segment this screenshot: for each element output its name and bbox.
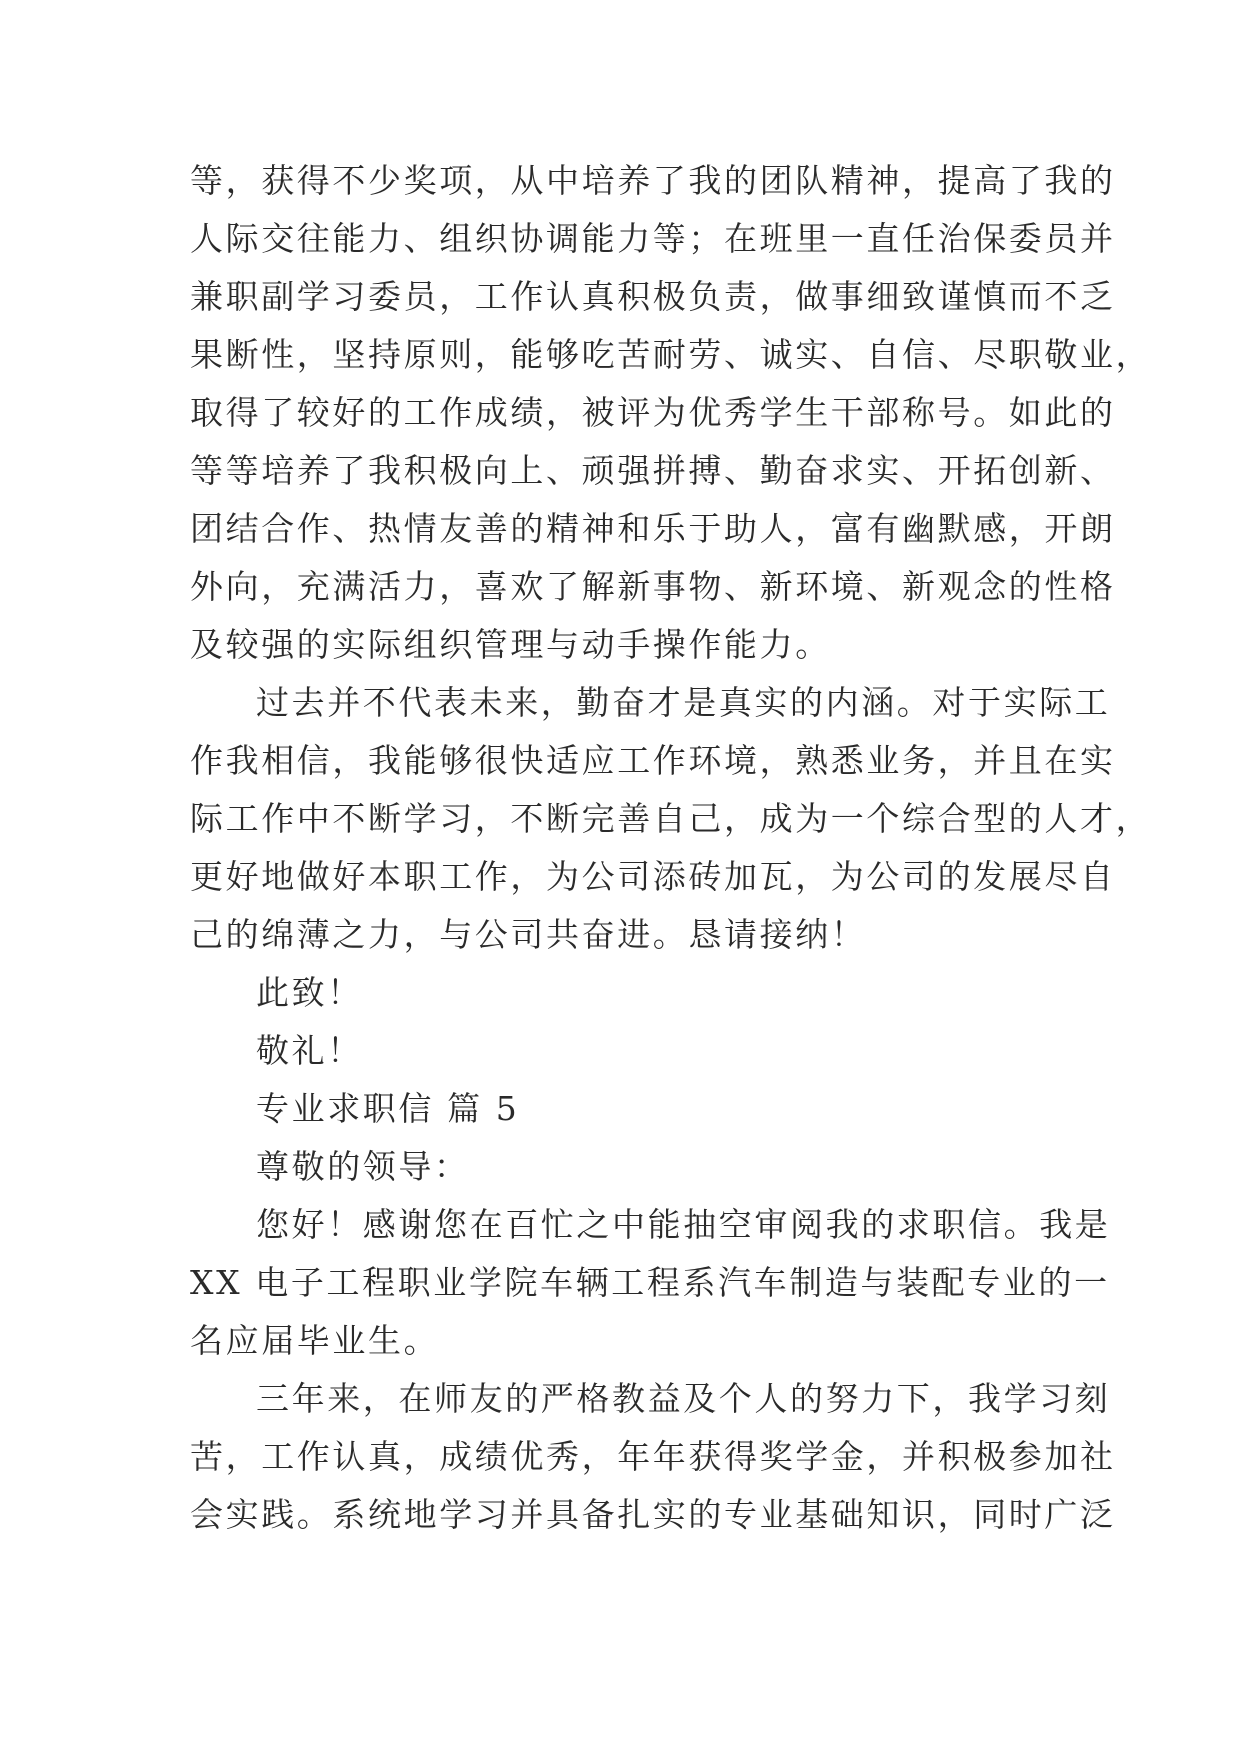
text-line: XX 电子工程职业学院车辆工程系汽车制造与装配专业的一	[190, 1263, 1110, 1302]
text-line: 及较强的实际组织管理与动手操作能力。	[190, 625, 831, 664]
text-line: 苦，工作认真，成绩优秀，年年获得奖学金，并积极参加社	[190, 1437, 1116, 1476]
text-line: 取得了较好的工作成绩，被评为优秀学生干部称号。如此的	[190, 393, 1116, 432]
text-line: 更好地做好本职工作，为公司添砖加瓦，为公司的发展尽自	[190, 857, 1116, 896]
closing-line: 此致！	[256, 973, 363, 1012]
section-heading: 专业求职信 篇 5	[256, 1089, 520, 1128]
text-line: 团结合作、热情友善的精神和乐于助人，富有幽默感，开朗	[190, 509, 1116, 548]
text-line: 等等培养了我积极向上、顽强拼搏、勤奋求实、开拓创新、	[190, 451, 1116, 490]
text-line: 外向，充满活力，喜欢了解新事物、新环境、新观念的性格	[190, 567, 1116, 606]
greeting-line: 尊敬的领导：	[256, 1147, 470, 1186]
text-line: 作我相信，我能够很快适应工作环境，熟悉业务，并且在实	[190, 741, 1116, 780]
paragraph-start-line: 过去并不代表未来，勤奋才是真实的内涵。对于实际工	[256, 683, 1111, 722]
text-line: 果断性，坚持原则，能够吃苦耐劳、诚实、自信、尽职敬业，	[190, 335, 1152, 374]
text-line: 际工作中不断学习，不断完善自己，成为一个综合型的人才，	[190, 799, 1152, 838]
text-line: 会实践。系统地学习并具备扎实的专业基础知识，同时广泛	[190, 1495, 1116, 1534]
body-text	[190, 152, 1152, 1544]
text-line: 兼职副学习委员，工作认真积极负责，做事细致谨慎而不乏	[190, 277, 1116, 316]
text-line: 等，获得不少奖项，从中培养了我的团队精神，提高了我的	[190, 161, 1116, 200]
text-line: 己的绵薄之力，与公司共奋进。恳请接纳！	[190, 915, 867, 954]
text-line: 人际交往能力、组织协调能力等；在班里一直任治保委员并	[190, 219, 1116, 258]
paragraph-start-line: 您好！感谢您在百忙之中能抽空审阅我的求职信。我是	[256, 1205, 1111, 1244]
text-line: 名应届毕业生。	[190, 1321, 440, 1360]
paragraph-start-line: 三年来，在师友的严格教益及个人的努力下，我学习刻	[256, 1379, 1111, 1418]
salute-line: 敬礼！	[256, 1031, 363, 1070]
